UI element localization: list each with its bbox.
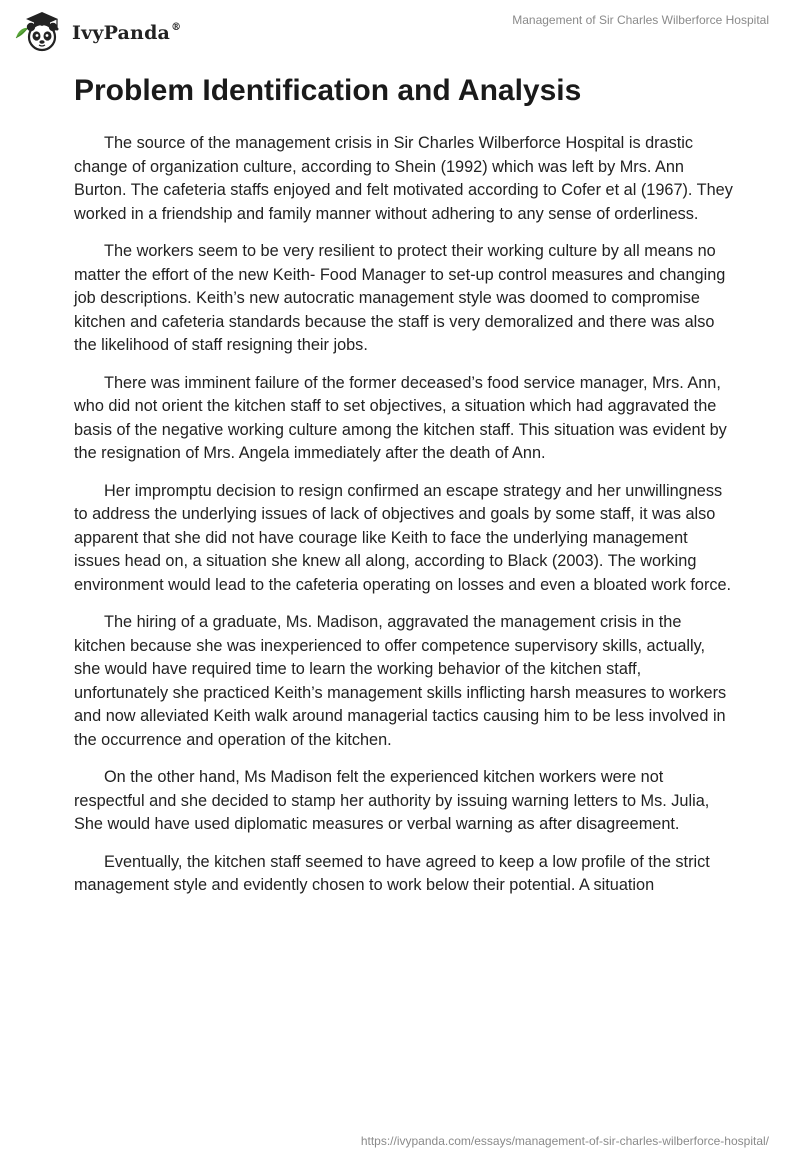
paragraph: Eventually, the kitchen staff seemed to have agreed to keep a low profile of the strict management style and evidently chosen to work below their potential. A situation [74,852,710,894]
registered-mark: ® [171,21,182,33]
paragraph: Her impromptu decision to resign confirmed an escape strategy and her unwillingness to address the underlying issues of lack of objectives and goals by some staff, it was also apparent that she did not have courage like Keith to face the underlying management issues head on, a situation she knew all along, according to Black (2003). The working environment would lead to the cafeteria operating on losses and even a bloated work force. [74,481,732,594]
document-title: Management of Sir Charles Wilberforce Hospital [512,13,769,27]
section-heading: Problem Identification and Analysis [74,74,582,107]
logo-text: IvyPanda® [72,21,182,44]
ivypanda-logo[interactable] [12,8,181,54]
paragraph: The hiring of a graduate, Ms. Madison, aggravated the management crisis in the kitchen because she was inexperienced to offer competence supervisory skills, actually, she would have required time to learn the working behavior of the kitchen staff, unfortunately she practiced Keith’s management skills inflicting harsh measures to workers and now alleviated Keith walk around managerial tactics causing him to be less involved in the occurrence and operation of the kitchen. [74,613,727,749]
paragraph: The source of the management crisis in Sir Charles Wilberforce Hospital is drastic change of organization culture, according to Shein (1992) which was left by Mrs. Ann Burton. The cafeteria staffs enjoyed and felt motivated according to Cofer et al (1967). They worked in a friendship and family manner without adhering to any sense of orderliness. [74,134,733,223]
panda-graduate-icon [12,8,68,54]
source-url-link[interactable]: https://ivypanda.com/essays/management-of-sir-charles-wilberforce-hospital/ [360,1134,769,1148]
paragraph: The workers seem to be very resilient to protect their working culture by all means no matter the effort of the new Keith- Food Manager to set-up control measures and changing job descriptions. Keith’s new autocratic management style was doomed to compromise kitchen and cafeteria standards because the staff is very demoralized and there was also the likelihood of staff resigning their jobs. [74,242,726,354]
page-header [0,0,800,60]
paragraph: There was imminent failure of the former deceased’s food service manager, Mrs. Ann, who did not orient the kitchen staff to set objectives, a situation which had aggravated the basis of the negative working culture among the kitchen staff. This situation was evident by the resignation of Mrs. Angela immediately after the death of Ann. [74,373,727,462]
article-body [74,72,734,912]
paragraph: On the other hand, Ms Madison felt the experienced kitchen workers were not respectful and she decided to stamp her authority by issuing warning letters to Ms. Julia, She would have used diplomatic measures or verbal warning as after disagreement. [74,768,710,833]
